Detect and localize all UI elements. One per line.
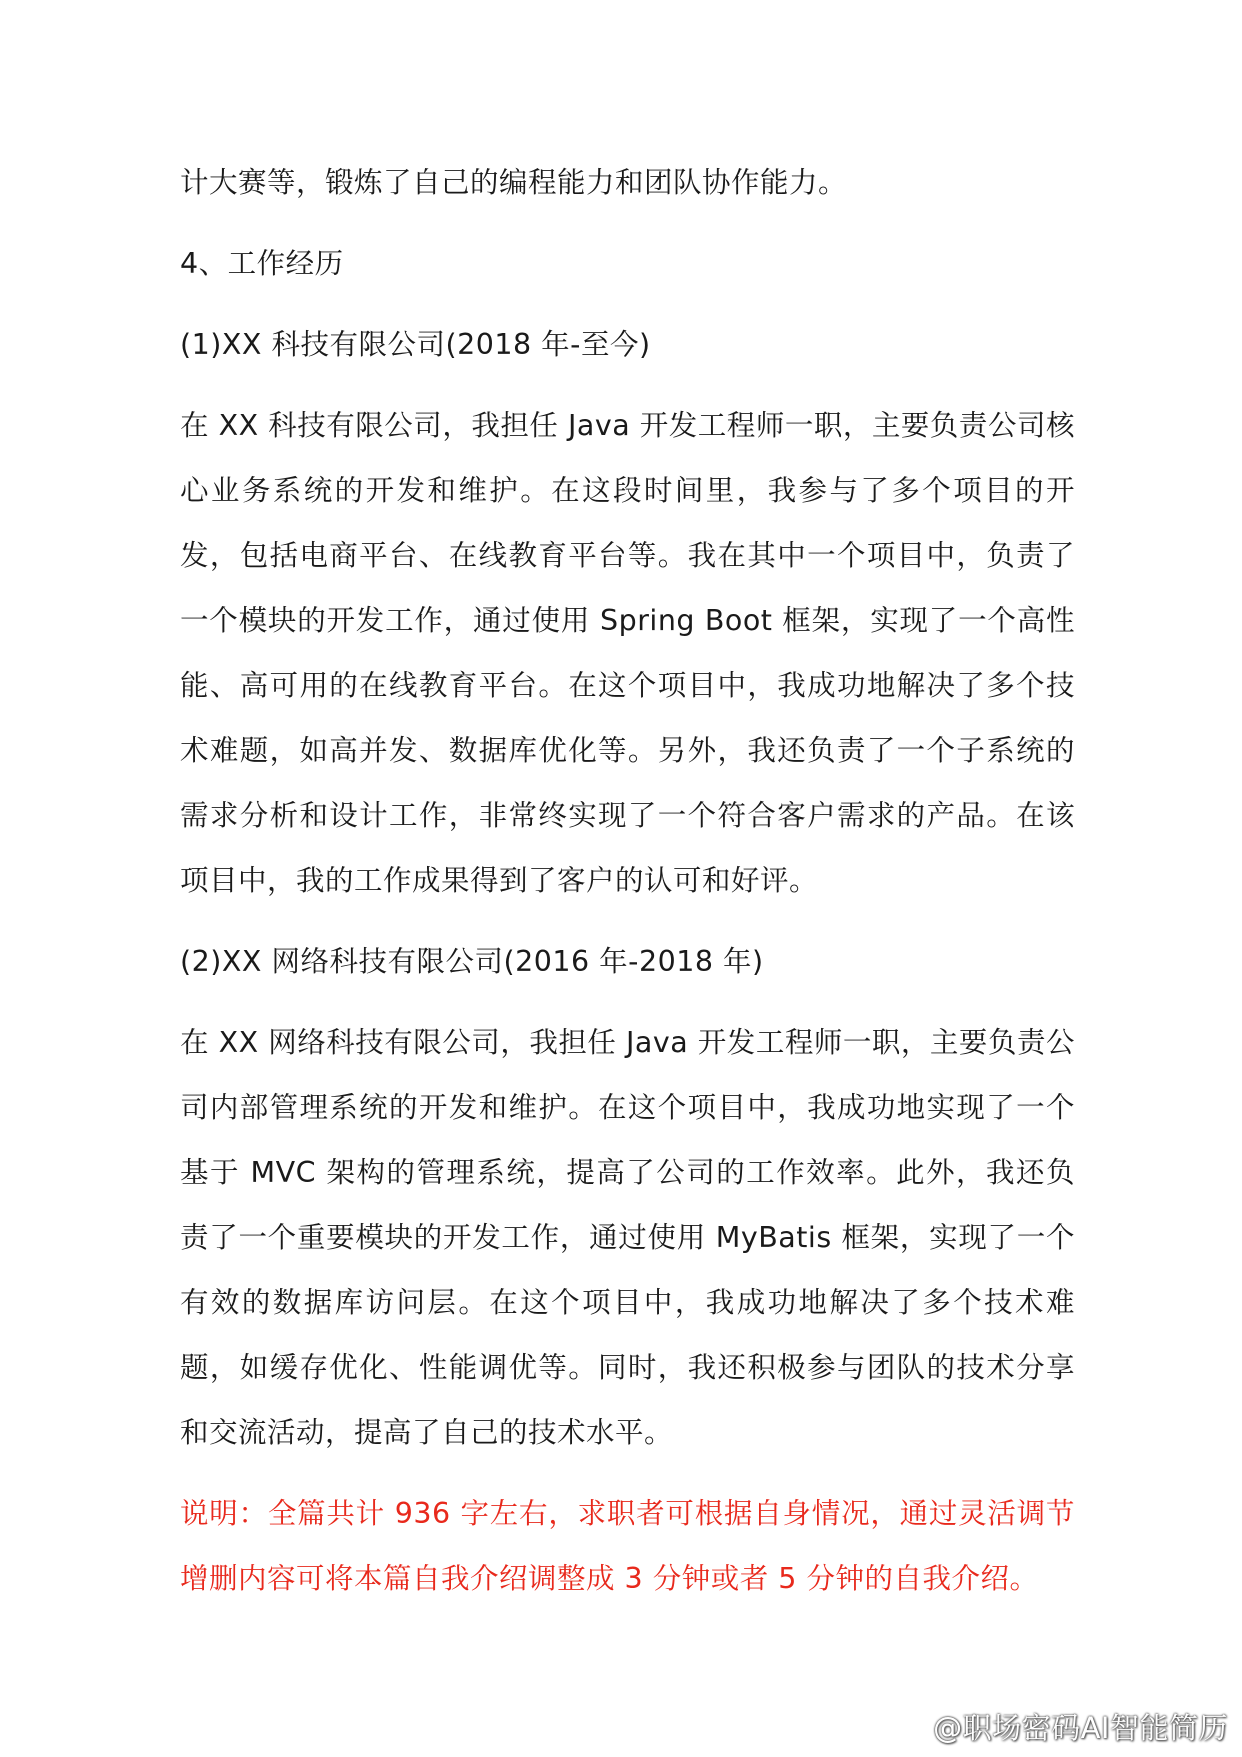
paragraph-company-1-description: 在 XX 科技有限公司，我担任 Java 开发工程师一职，主要负责公司核心业务系统的开发和维护。在这段时间里，我参与了多个项目的开发，包括电商平台、在线教育平台等。我在其中一个项目中，负责了一个模块的开发工作，通过使用 Spring Boot 框架，实现了一个高性能、高可用的在线教育平台。在这个项目中，我成功地解决了多个技术难题，如高并发、数据库优化等。另外，我还负责了一个子系统的需求分析和设计工作，非常终实现了一个符合客户需求的产品。在该项目中，我的工作成果得到了客户的认可和好评。 [180,409,1075,897]
document-body [180,150,1075,1611]
watermark-text: @职场密码AI智能简历 [933,1711,1228,1745]
note-red-explanation: 说明：全篇共计 936 字左右，求职者可根据自身情况，通过灵活调节增删内容可将本篇自我介绍调整成 3 分钟或者 5 分钟的自我介绍。 [180,1497,1075,1595]
bear-paw-icon [903,1711,929,1745]
paragraph-company-2-description: 在 XX 网络科技有限公司，我担任 Java 开发工程师一职，主要负责公司内部管理系统的开发和维护。在这个项目中，我成功地实现了一个基于 MVC 架构的管理系统，提高了公司的工作效率。此外，我还负责了一个重要模块的开发工作，通过使用 MyBatis 框架，实现了一个有效的数据库访问层。在这个项目中，我成功地解决了多个技术难题，如缓存优化、性能调优等。同时，我还积极参与团队的技术分享和交流活动，提高了自己的技术水平。 [180,1026,1075,1449]
watermark [903,1706,1228,1747]
job-title-company-1: (1)XX 科技有限公司(2018 年-至今) [180,328,651,361]
paragraph-competition-summary: 计大赛等，锻炼了自己的编程能力和团队协作能力。 [180,166,848,199]
section-heading-work-experience: 4、工作经历 [180,247,344,280]
job-title-company-2: (2)XX 网络科技有限公司(2016 年-2018 年) [180,945,764,978]
